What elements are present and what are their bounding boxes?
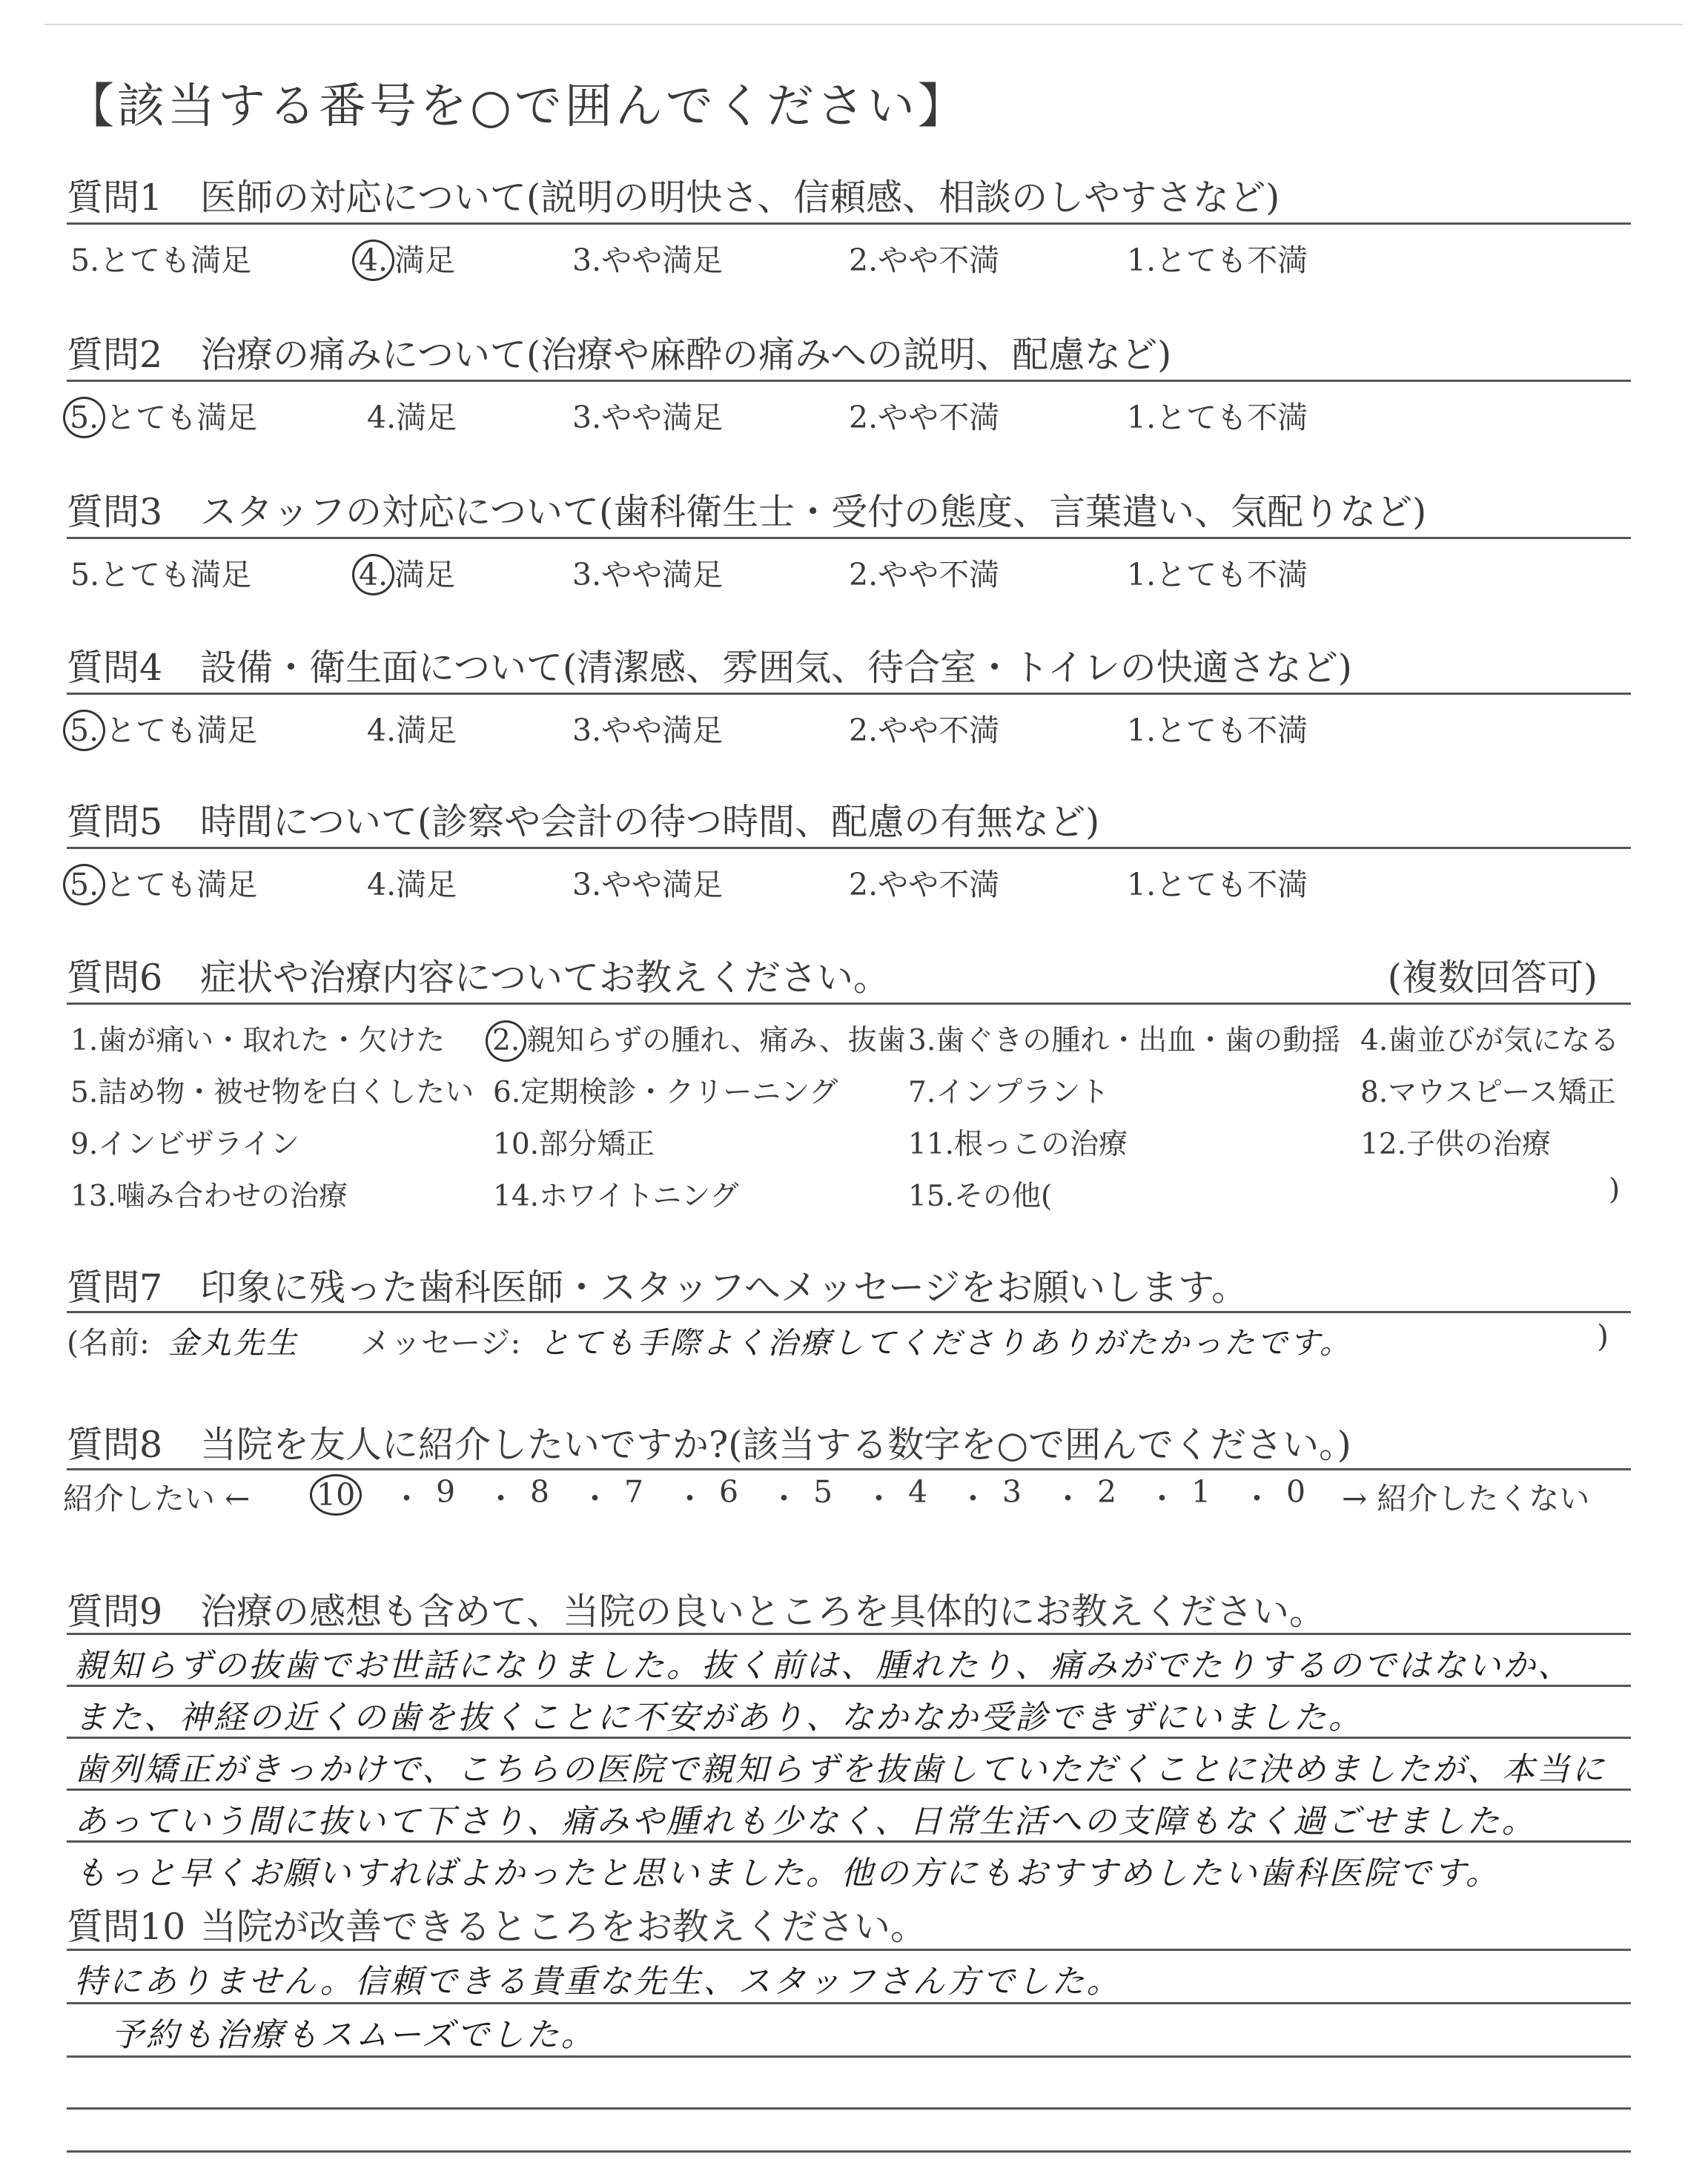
option-3[interactable]: 3.やや満足 <box>572 400 724 435</box>
symptom-item[interactable]: 3.歯ぐきの腫れ・出血・歯の動揺 <box>908 1024 1341 1057</box>
question-1-options <box>67 236 1631 277</box>
option-1[interactable]: 1.とても不満 <box>1127 867 1308 902</box>
question-text: 当院を友人に紹介したいですか?(該当する数字を○で囲んでください。) <box>200 1424 1351 1466</box>
scale-dot: ・ <box>391 1481 422 1516</box>
selected-circle: 4. <box>352 554 394 595</box>
symptom-item[interactable]: 10.部分矯正 <box>493 1128 655 1161</box>
scale-9[interactable]: 9 <box>436 1474 456 1510</box>
question-rule <box>67 693 1631 695</box>
question-text: 当院が改善できるところをお教えください。 <box>200 1906 927 1948</box>
message-row <box>67 1318 1631 1362</box>
option-2[interactable]: 2.やや不満 <box>849 400 1000 435</box>
multiple-answers-note: (複数回答可) <box>1387 957 1598 999</box>
question-number: 質問1 <box>67 176 163 219</box>
scale-7[interactable]: 7 <box>624 1474 644 1510</box>
scale-8[interactable]: 8 <box>530 1474 550 1510</box>
scale-dot: ・ <box>958 1481 988 1516</box>
option-3[interactable]: 3.やや満足 <box>572 867 724 902</box>
option-1[interactable]: 1.とても不満 <box>1127 242 1308 278</box>
scale-dot: ・ <box>580 1481 610 1516</box>
option-1[interactable]: 1.とても不満 <box>1127 400 1308 435</box>
question-rule <box>67 222 1631 225</box>
symptom-item[interactable]: 15.その他( <box>908 1180 1053 1213</box>
writing-line <box>67 2107 1631 2110</box>
option-1[interactable]: 1.とても不満 <box>1127 713 1308 748</box>
scale-right-label: → 紹介したくない <box>1342 1481 1590 1516</box>
selected-circle: 10 <box>310 1474 362 1516</box>
page-heading: 【該当する番号を○で囲んでください】 <box>67 79 968 134</box>
question-number: 質問8 <box>67 1424 163 1466</box>
option-2[interactable]: 2.やや不満 <box>849 713 1000 748</box>
question-1-title <box>67 169 1631 221</box>
question-8-title <box>67 1416 1631 1468</box>
question-rule <box>67 1003 1631 1005</box>
question-text: 治療の感想も含めて、当院の良いところを具体的にお教えください。 <box>200 1591 1326 1633</box>
option-2[interactable]: 2.やや不満 <box>849 242 1000 278</box>
question-number: 質問5 <box>67 801 163 843</box>
question-text: 設備・衛生面について(清潔感、雰囲気、待合室・トイレの快適さなど) <box>200 647 1352 689</box>
message-label: メッセージ: <box>360 1325 521 1361</box>
symptom-item[interactable]: 14.ホワイトニング <box>493 1180 739 1213</box>
option-1[interactable]: 1.とても不満 <box>1127 557 1308 592</box>
scale-dot: ・ <box>486 1481 516 1516</box>
writing-line <box>67 2055 1631 2058</box>
option-4[interactable]: 4.満足 <box>367 400 457 435</box>
question-number: 質問6 <box>67 957 163 999</box>
symptom-item[interactable]: 12.子供の治療 <box>1360 1128 1552 1161</box>
scale-left-label: 紹介したい ← <box>63 1481 251 1516</box>
symptom-item[interactable]: 11.根っこの治療 <box>908 1128 1128 1161</box>
question-4-options <box>67 706 1631 747</box>
symptom-item[interactable]: 8.マウスピース矯正 <box>1360 1076 1616 1109</box>
question-number: 質問9 <box>67 1591 163 1633</box>
symptom-item[interactable]: 6.定期検診・クリーニング <box>493 1076 838 1109</box>
option-5[interactable]: 5. とても満足 <box>70 393 257 438</box>
question-text: 治療の痛みについて(治療や麻酔の痛みへの説明、配慮など) <box>200 334 1172 376</box>
q9-answer-line[interactable]: 歯列矯正がきっかけで、こちらの医院で親知らずを抜歯していただくことに決めましたが、本当に <box>74 1751 1607 1789</box>
question-4-title <box>67 639 1631 691</box>
question-text: 医師の対応について(説明の明快さ、信頼感、相談のしやすさなど) <box>200 176 1280 219</box>
question-number: 質問3 <box>67 491 163 533</box>
question-text: 印象に残った歯科医師・スタッフへメッセージをお願いします。 <box>200 1266 1248 1309</box>
selected-circle: 2. <box>486 1020 526 1062</box>
writing-line <box>67 1685 1631 1687</box>
writing-line <box>67 2002 1631 2004</box>
scale-2[interactable]: 2 <box>1097 1474 1117 1510</box>
question-rule <box>67 1311 1631 1313</box>
other-close-paren: ) <box>1609 1173 1621 1206</box>
scale-dot: ・ <box>769 1481 799 1516</box>
question-text: スタッフの対応について(歯科衛生士・受付の態度、言葉遣い、気配りなど) <box>200 491 1427 533</box>
question-number: 質問4 <box>67 647 163 689</box>
question-5-title <box>67 793 1631 845</box>
option-2[interactable]: 2.やや不満 <box>849 867 1000 902</box>
scale-dot: ・ <box>1242 1481 1272 1516</box>
symptom-item[interactable]: 9.インビザライン <box>70 1128 300 1161</box>
question-text: 時間について(診察や会計の待つ時間、配慮の有無など) <box>200 801 1100 843</box>
scale-dot: ・ <box>1053 1481 1083 1516</box>
scale-6[interactable]: 6 <box>719 1474 739 1510</box>
question-text: 症状や治療内容についてお教えください。 <box>200 957 890 999</box>
writing-line <box>67 2150 1631 2153</box>
question-3-options <box>67 550 1631 592</box>
scale-1[interactable]: 1 <box>1191 1474 1211 1510</box>
symptom-item[interactable]: 4.歯並びが気になる <box>1360 1024 1620 1057</box>
option-3[interactable]: 3.やや満足 <box>572 242 724 278</box>
option-3[interactable]: 3.やや満足 <box>572 713 724 748</box>
symptom-item[interactable]: 13.噛み合わせの治療 <box>70 1180 348 1213</box>
question-rule <box>67 847 1631 849</box>
top-border <box>44 24 1683 25</box>
scale-5[interactable]: 5 <box>813 1474 833 1510</box>
option-5[interactable]: 5.とても満足 <box>70 557 252 592</box>
writing-line <box>67 1633 1631 1635</box>
q10-answer-line[interactable]: 特にありません。信頼できる貴重な先生、スタッフさん方でした。 <box>74 1963 1122 2001</box>
question-number: 質問10 <box>67 1906 186 1948</box>
selected-circle: 4. <box>352 240 394 281</box>
writing-line <box>67 1737 1631 1739</box>
q9-answer-line[interactable]: もっと早くお願いすればよかったと思いました。他の方にもおすすめしたい歯科医院です。 <box>74 1855 1500 1892</box>
writing-line <box>67 1840 1631 1843</box>
q10-answer-line[interactable]: 予約も治療もスムーズでした。 <box>111 2016 596 2054</box>
option-4[interactable]: 4.満足 <box>367 713 457 748</box>
option-5[interactable]: 5.とても満足 <box>70 242 252 278</box>
question-2-options <box>67 393 1631 435</box>
question-9-title <box>67 1583 1631 1635</box>
option-4[interactable]: 4. 満足 <box>360 236 455 281</box>
message-value[interactable]: とても手際よく治療してくださりありがたかったです。 <box>539 1325 1353 1361</box>
option-5[interactable]: 5. とても満足 <box>70 860 257 905</box>
selected-circle: 5. <box>63 864 105 905</box>
question-rule <box>67 537 1631 539</box>
scale-10-selected[interactable] <box>317 1474 362 1516</box>
writing-line <box>67 1949 1631 1951</box>
question-number: 質問7 <box>67 1266 163 1309</box>
message-close-paren: ) <box>1597 1318 1609 1354</box>
question-6-title <box>67 949 1631 1001</box>
scale-3[interactable]: 3 <box>1002 1474 1022 1510</box>
symptom-item[interactable]: 7.インプラント <box>908 1076 1110 1109</box>
symptom-item[interactable]: 5.詰め物・被せ物を白くしたい <box>70 1076 474 1109</box>
selected-circle: 5. <box>63 397 105 438</box>
symptom-item-selected[interactable]: 2. 親知らずの腫れ、痛み、抜歯 <box>493 1017 906 1062</box>
question-10-title <box>67 1898 1631 1950</box>
option-4[interactable]: 4.満足 <box>367 867 457 902</box>
scale-0[interactable]: 0 <box>1286 1474 1306 1510</box>
question-5-options <box>67 860 1631 902</box>
option-3[interactable]: 3.やや満足 <box>572 557 724 592</box>
scale-dot: ・ <box>1147 1481 1177 1516</box>
q9-answer-line[interactable]: 親知らずの抜歯でお世話になりました。抜く前は、腫れたり、痛みがでたりするのではないか、 <box>74 1647 1572 1685</box>
q9-answer-line[interactable]: また、神経の近くの歯を抜くことに不安があり、なかなか受診できずにいました。 <box>74 1699 1363 1737</box>
scale-4[interactable]: 4 <box>908 1474 928 1510</box>
question-3-title <box>67 483 1631 535</box>
symptom-item[interactable]: 1.歯が痛い・取れた・欠けた <box>70 1024 446 1057</box>
name-label: (名前: <box>67 1325 150 1361</box>
scale-dot: ・ <box>675 1481 705 1516</box>
selected-circle: 5. <box>63 710 105 751</box>
question-7-title <box>67 1259 1631 1311</box>
question-rule <box>67 380 1631 382</box>
question-rule <box>67 1468 1631 1470</box>
question-2-title <box>67 326 1631 378</box>
name-value[interactable]: 金丸先生 <box>168 1325 299 1361</box>
option-5[interactable]: 5. とても満足 <box>70 706 257 751</box>
writing-line <box>67 1789 1631 1791</box>
question-number: 質問2 <box>67 334 163 376</box>
scale-dot: ・ <box>864 1481 894 1516</box>
q9-answer-line[interactable]: あっていう間に抜いて下さり、痛みや腫れも少なく、日常生活への支障もなく過ごせました。 <box>74 1803 1537 1840</box>
option-4[interactable]: 4. 満足 <box>360 550 455 595</box>
option-2[interactable]: 2.やや不満 <box>849 557 1000 592</box>
